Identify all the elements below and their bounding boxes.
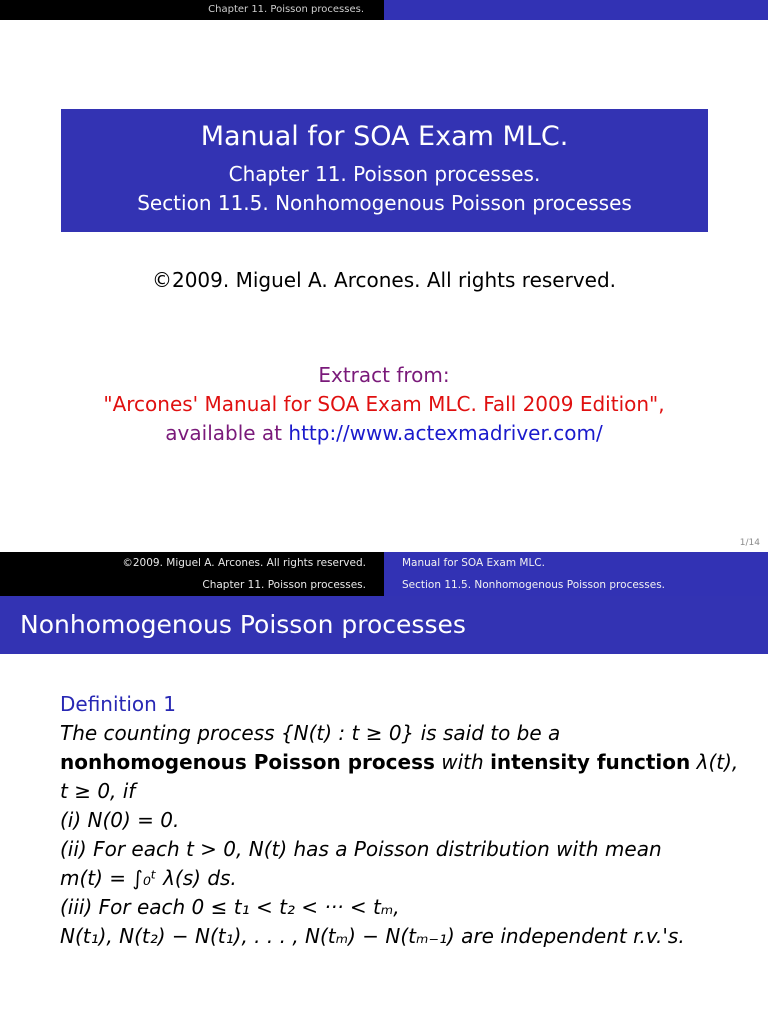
term-intensity-function: intensity function bbox=[490, 750, 691, 774]
extract-block bbox=[0, 361, 768, 448]
header-manual: Manual for SOA Exam MLC. bbox=[402, 557, 545, 569]
definition-line-3: t ≥ 0, if bbox=[60, 779, 136, 803]
slide-title: Manual for SOA Exam MLC. bbox=[200, 121, 569, 152]
extract-title: "Arcones' Manual for SOA Exam MLC. Fall 2009 Edition", bbox=[103, 392, 665, 416]
definition-block bbox=[60, 690, 740, 951]
slide-chapter: Chapter 11. Poisson processes. bbox=[228, 162, 541, 186]
copyright-text: ©2009. Miguel A. Arcones. All rights reserved. bbox=[151, 268, 617, 292]
slide-section: Section 11.5. Nonhomogenous Poisson processes bbox=[137, 191, 632, 215]
condition-1: (i) N(0) = 0. bbox=[60, 808, 180, 832]
availability-line bbox=[0, 419, 768, 448]
url-link[interactable]: http://www.actexmadriver.com/ bbox=[288, 421, 603, 445]
extract-label: Extract from: bbox=[318, 363, 450, 387]
definition-title: Definition 1 bbox=[60, 692, 176, 716]
lambda-text: λ(t), bbox=[690, 750, 739, 774]
with-text: with bbox=[434, 750, 491, 774]
term-nonhomogenous-poisson: nonhomogenous Poisson process bbox=[60, 750, 435, 774]
page-number: 1/14 bbox=[739, 538, 760, 548]
header-chapter: Chapter 11. Poisson processes. bbox=[202, 579, 366, 591]
slide2-header-bar bbox=[0, 552, 768, 596]
header-section: Section 11.5. Nonhomogenous Poisson processes. bbox=[402, 579, 666, 591]
available-at-text: available at bbox=[165, 421, 289, 445]
header-copyright: ©2009. Miguel A. Arcones. All rights reserved. bbox=[122, 557, 366, 569]
condition-3: (iii) For each 0 ≤ t₁ < t₂ < ··· < tₘ, bbox=[60, 895, 400, 919]
condition-2-formula: m(t) = ∫₀ᵗ λ(s) ds. bbox=[60, 866, 237, 890]
title-box bbox=[61, 109, 708, 232]
slide1-header-left: Chapter 11. Poisson processes. bbox=[0, 0, 384, 20]
definition-line-2 bbox=[60, 748, 740, 777]
frame-title: Nonhomogenous Poisson processes bbox=[0, 596, 768, 654]
definition-line-1: The counting process {N(t) : t ≥ 0} is said to be a bbox=[60, 721, 561, 745]
slide2-header-right bbox=[384, 552, 768, 596]
condition-3-formula: N(t₁), N(t₂) − N(t₁), . . . , N(tₘ) − N(tₘ₋₁) are independent r.v.'s. bbox=[60, 924, 685, 948]
slide2-header-left bbox=[0, 552, 384, 596]
slide1-header-right bbox=[384, 0, 768, 20]
slide1-header-bar bbox=[0, 0, 768, 20]
condition-2: (ii) For each t > 0, N(t) has a Poisson distribution with mean bbox=[60, 837, 662, 861]
